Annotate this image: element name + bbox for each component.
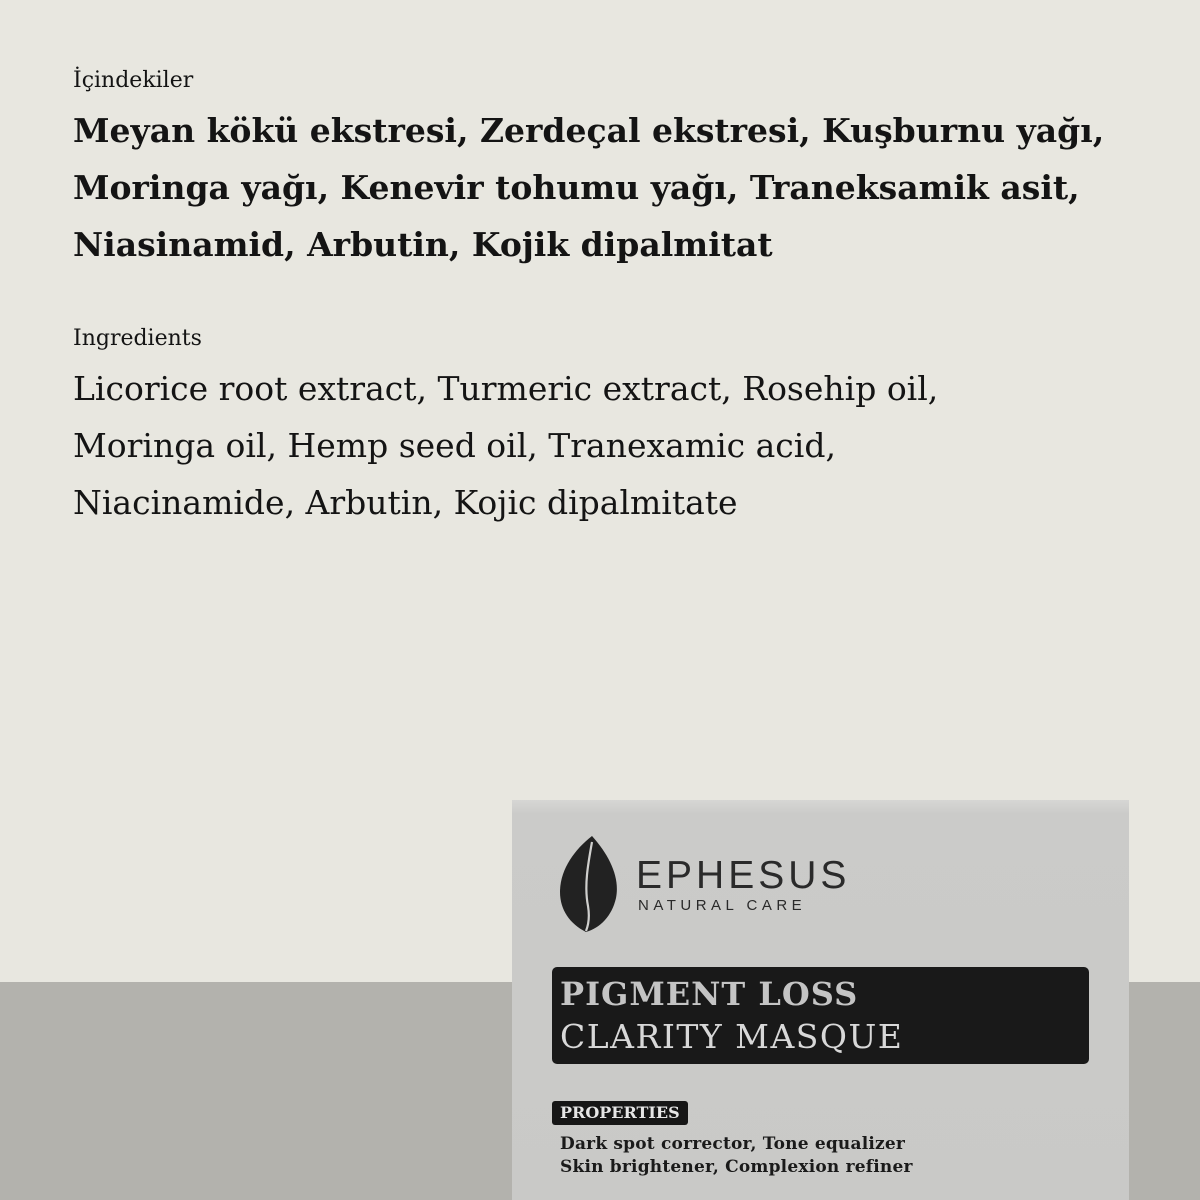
product-box [512, 800, 1129, 1200]
ingredients-english [73, 322, 938, 531]
ingredients-turkish-heading: İçindekiler [73, 68, 194, 93]
properties-badge: PROPERTIES [552, 1101, 688, 1125]
ingredients-english-heading: Ingredients [73, 326, 202, 351]
brand-name: EPHESUS [636, 854, 851, 897]
properties-line: Skin brightener, Complexion refiner [560, 1157, 913, 1177]
ingredients-turkish-line: Meyan kökü ekstresi, Zerdeçal ekstresi, Kuşburnu yağı, [73, 111, 1105, 150]
ingredients-english-line: Niacinamide, Arbutin, Kojic dipalmitate [73, 483, 738, 522]
ingredients-turkish-line: Moringa yağı, Kenevir tohumu yağı, Traneksamik asit, [73, 168, 1080, 207]
ingredients-english-line: Moringa oil, Hemp seed oil, Tranexamic acid, [73, 426, 836, 465]
product-name-line1: PIGMENT LOSS [560, 975, 859, 1013]
properties-line: Dark spot corrector, Tone equalizer [560, 1134, 906, 1154]
product-name-plate [552, 967, 1089, 1064]
ingredients-turkish-line: Niasinamid, Arbutin, Kojik dipalmitat [73, 225, 773, 264]
ingredients-turkish [73, 64, 1104, 273]
brand-logo [558, 834, 851, 934]
leaf-icon [558, 834, 620, 934]
ingredients-english-line: Licorice root extract, Turmeric extract, Rosehip oil, [73, 369, 939, 408]
product-name-line2: CLARITY MASQUE [560, 1017, 904, 1056]
brand-tagline: NATURAL CARE [638, 897, 807, 914]
